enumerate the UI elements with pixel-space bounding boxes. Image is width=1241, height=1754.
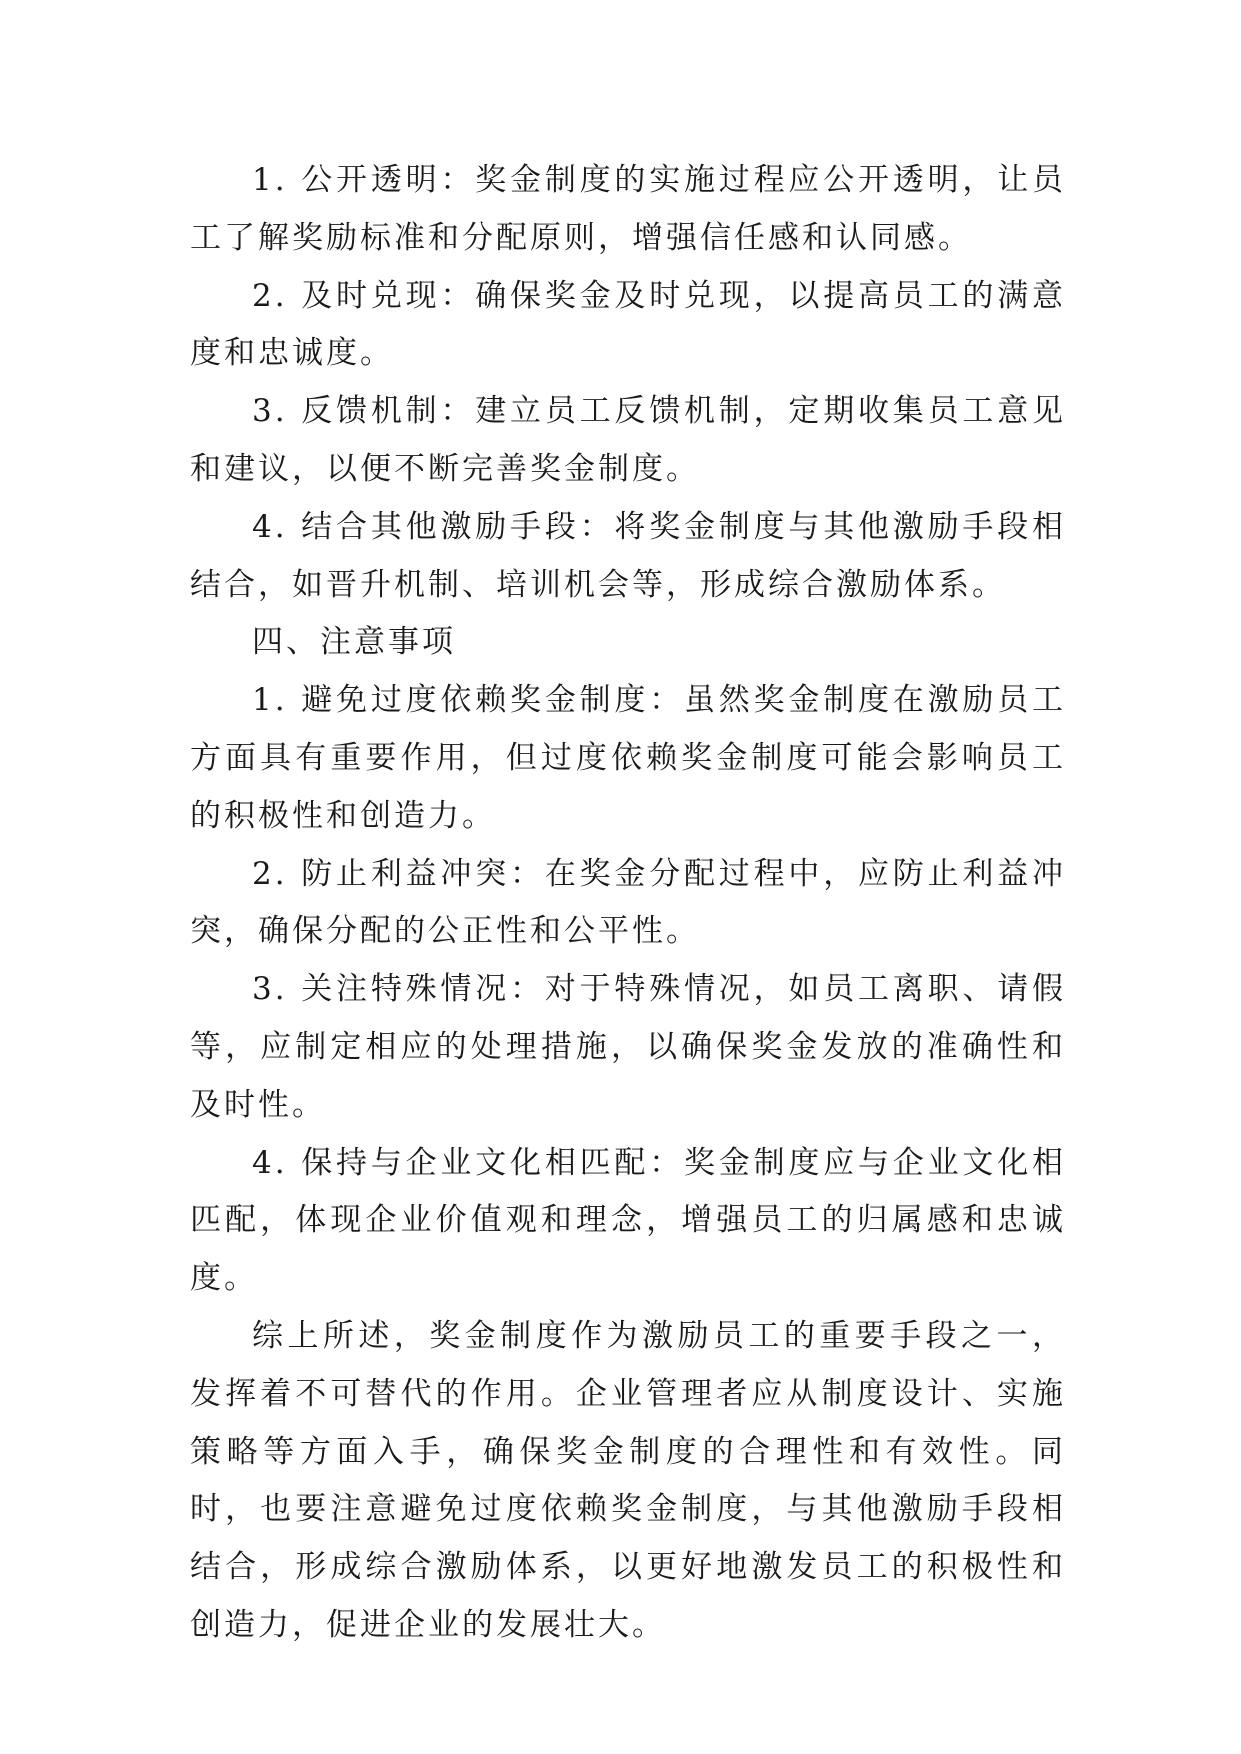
paragraph-timely-payment: 2. 及时兑现：确保奖金及时兑现，以提高员工的满意度和忠诚度。 [190, 277, 1066, 372]
paragraph-combined-incentives: 4. 结合其他激励手段：将奖金制度与其他激励手段相结合，如晋升机制、培训机会等，形成综合激励体系。 [190, 508, 1066, 603]
paragraph-conflict-of-interest: 2. 防止利益冲突：在奖金分配过程中，应防止利益冲突，确保分配的公正性和公平性。 [190, 855, 1066, 950]
paragraph-avoid-overreliance: 1. 避免过度依赖奖金制度：虽然奖金制度在激励员工方面具有重要作用，但过度依赖奖金制度可能会影响员工的积极性和创造力。 [190, 682, 1066, 834]
paragraph-special-cases: 3. 关注特殊情况：对于特殊情况，如员工离职、请假等，应制定相应的处理措施，以确保奖金发放的准确性和及时性。 [190, 971, 1066, 1123]
paragraph-conclusion: 综上所述，奖金制度作为激励员工的重要手段之一，发挥着不可替代的作用。企业管理者应从制度设计、实施策略等方面入手，确保奖金制度的合理性和有效性。同时，也要注意避免过度依赖奖金制度，与其他激励手段相结合，形成综合激励体系，以更好地激发员工的积极性和创造力，促进企业的发展壮大。 [190, 1317, 1066, 1643]
paragraph-transparency: 1. 公开透明：奖金制度的实施过程应公开透明，让员工了解奖励标准和分配原则，增强信任感和认同感。 [190, 162, 1066, 256]
section-heading-notes: 四、注意事项 [252, 624, 456, 661]
paragraph-corporate-culture: 4. 保持与企业文化相匹配：奖金制度应与企业文化相匹配，体现企业价值观和理念，增强员工的归属感和忠诚度。 [190, 1144, 1066, 1297]
paragraph-feedback: 3. 反馈机制：建立员工反馈机制，定期收集员工意见和建议，以便不断完善奖金制度。 [190, 393, 1066, 487]
document-body [190, 152, 1066, 1655]
